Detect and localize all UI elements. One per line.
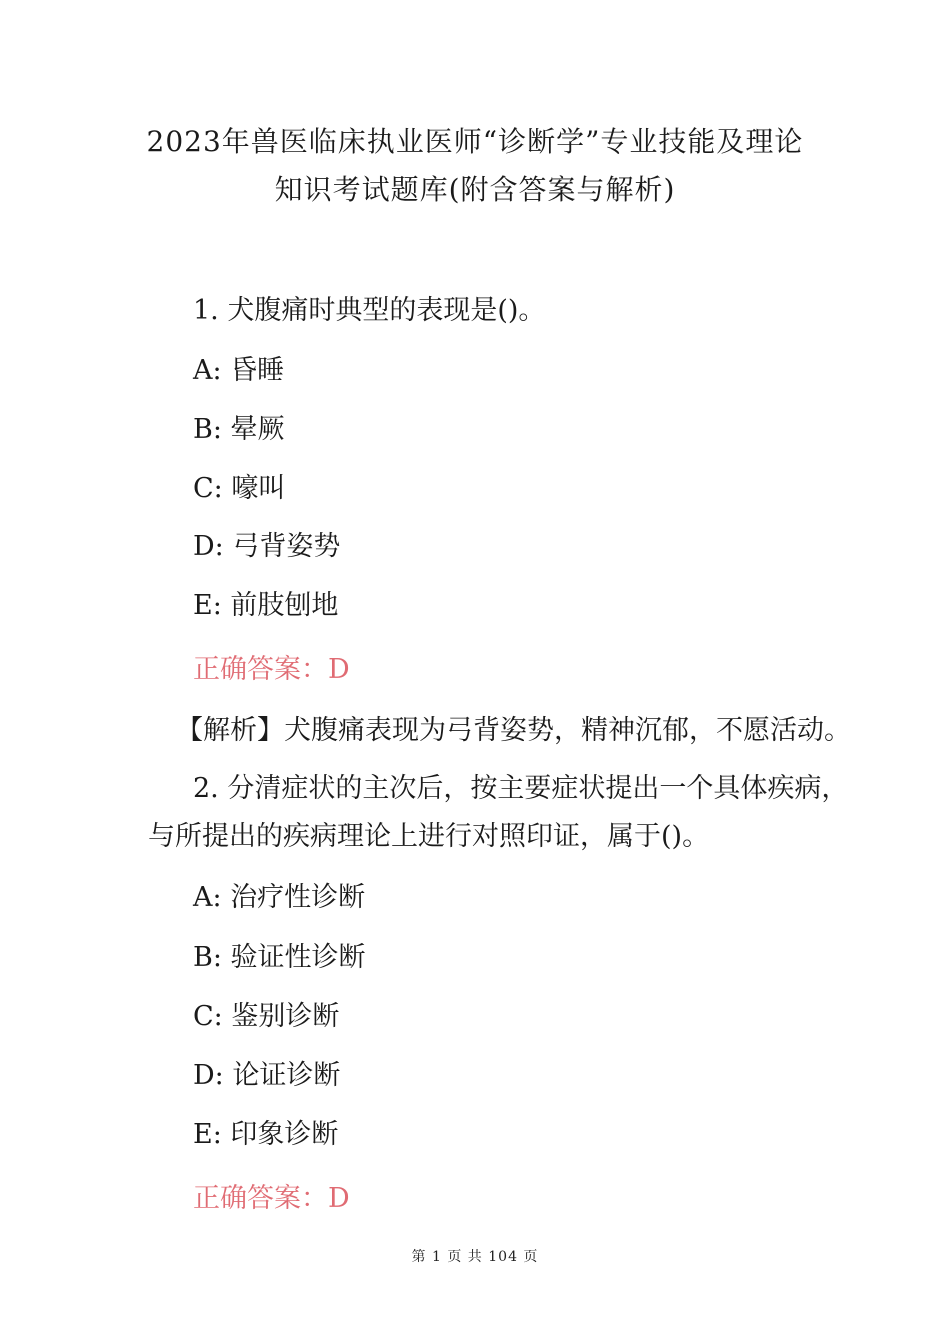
question-1-stem: 1. 犬腹痛时典型的表现是()。	[193, 295, 546, 326]
question-2-option-b: B: 验证性诊断	[193, 942, 366, 973]
document-title-line-1: 2023年兽医临床执业医师“诊断学”专业技能及理论	[146, 125, 804, 158]
question-2-option-e: E: 印象诊断	[193, 1119, 339, 1150]
question-2-option-d: D: 论证诊断	[193, 1060, 341, 1091]
question-1-option-e: E: 前肢刨地	[193, 590, 339, 621]
question-2-option-a: A: 治疗性诊断	[193, 882, 366, 913]
question-2-option-c: C: 鉴别诊断	[193, 1001, 340, 1032]
question-1-option-a: A: 昏睡	[193, 355, 285, 386]
question-1-option-b: B: 晕厥	[193, 414, 285, 445]
question-2-stem-line-2: 与所提出的疾病理论上进行对照印证，属于()。	[148, 821, 710, 852]
question-1-analysis: 【解析】犬腹痛表现为弓背姿势，精神沉郁，不愿活动。	[176, 715, 851, 746]
question-1-option-c: C: 嚎叫	[193, 473, 286, 504]
document-title-line-2: 知识考试题库(附含答案与解析)	[274, 173, 676, 206]
question-1-option-d: D: 弓背姿势	[193, 531, 341, 562]
page-footer: 第 1 页 共 104 页	[411, 1249, 539, 1265]
question-2-stem-line-1: 2. 分清症状的主次后，按主要症状提出一个具体疾病，	[193, 773, 849, 804]
question-2-answer: 正确答案：D	[193, 1183, 350, 1214]
question-1-answer: 正确答案：D	[193, 654, 350, 685]
